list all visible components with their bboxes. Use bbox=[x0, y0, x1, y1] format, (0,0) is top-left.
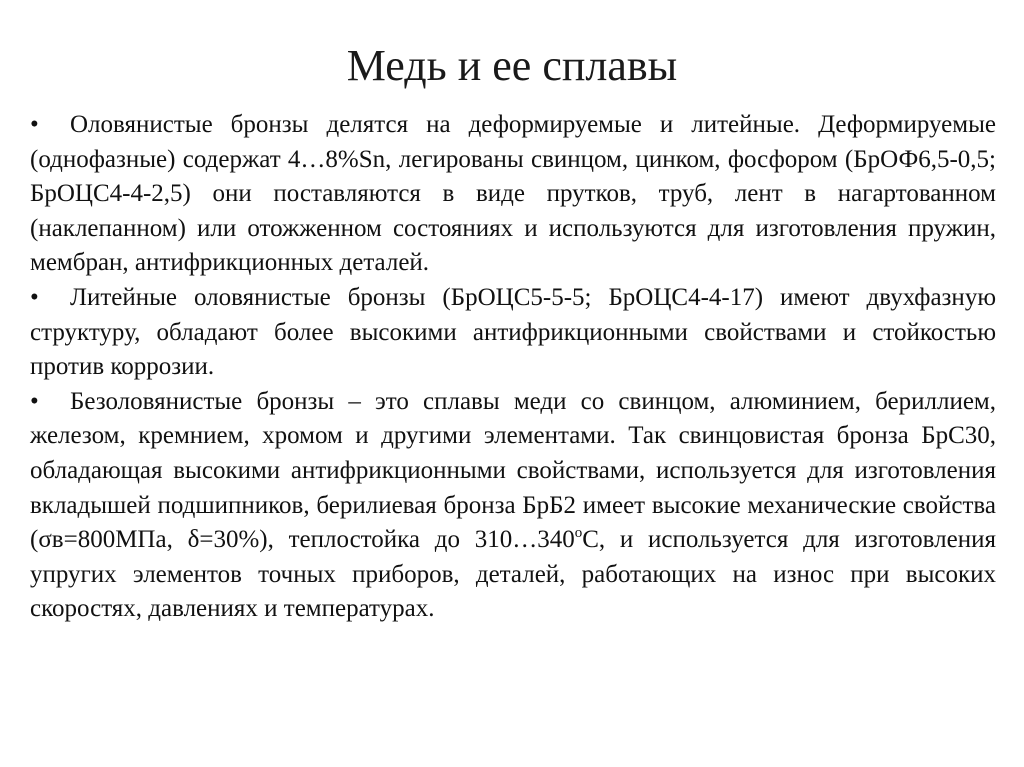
paragraph-tin-free-bronzes bbox=[30, 385, 996, 627]
paragraph-text: Литейные оловянистые бронзы (БрОЦС5-5-5; БрОЦС4-4-17) имеют двухфазную структуру, обладают более высокими антифрикционными свойствами и стойкостью против коррозии. bbox=[30, 283, 996, 381]
bullet-marker: • bbox=[30, 283, 39, 311]
bullet-marker: • bbox=[30, 111, 39, 138]
slide-body bbox=[30, 108, 996, 627]
paragraph-cast-bronzes bbox=[30, 281, 996, 385]
paragraph-deformable-bronzes bbox=[30, 108, 996, 281]
slide-title: Медь и ее сплавы bbox=[346, 41, 678, 90]
paragraph-text: Оловянистые бронзы делятся на деформируемые и литейные. Деформируемые (однофазные) содержат 4…8%Sn, легированы свинцом, цинком, фосфором (БрОФ6,5-0,5; БрОЦС4-4-2,5) они поставляются в виде прутков, труб, лент в нагартованном (наклепанном) или отожженном состояниях и используются для изготовления пружин, мембран, антифрикционных деталей. bbox=[30, 111, 996, 277]
paragraph-text-part2: С, и используется для изготовления упругих элементов точных приборов, деталей, работающих на износ при высоких скоростях, давлениях и температурах. bbox=[30, 526, 996, 623]
degree-superscript: о bbox=[574, 525, 583, 542]
paragraph-text-part1: Безоловянистые бронзы – это сплавы меди со свинцом, алюминием, бериллием, железом, кремнием, хромом и другими элементами. Так свинцовистая бронза БрС30, обладающая высокими антифрикционными свойствами, используется для изготовления вкладышей подшипников, берилиевая бронза БрБ2 имеет высокие механические свойства (σв=800МПа, δ=30%), теплостойка до 310…340 bbox=[30, 387, 996, 554]
bullet-marker: • bbox=[30, 387, 39, 415]
